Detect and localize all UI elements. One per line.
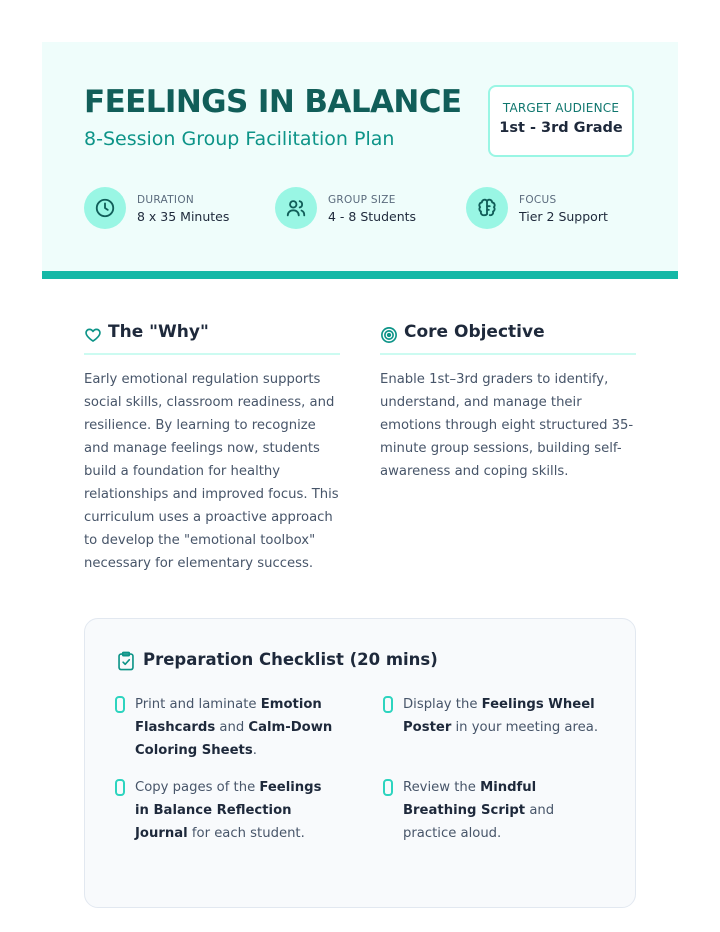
checklist-item-text: Display the Feelings Wheel Poster in your meeting area. [403, 697, 599, 735]
stat-label: GROUP SIZE [328, 194, 396, 206]
checkbox[interactable] [383, 696, 393, 713]
target-audience-label: TARGET AUDIENCE [502, 101, 620, 115]
brain-icon [466, 187, 508, 229]
page-title: FEELINGS IN BALANCE [84, 84, 462, 120]
why-section-body: Early emotional regulation supports social skills, classroom readiness, and resilience. By learning to recognize and manage feelings now, students build a foundation for healthy relationships and improved focus. This curriculum uses a proactive approach to develop the "emotional toolbox" necessary for elementary success. [84, 372, 339, 571]
page-subtitle: 8-Session Group Facilitation Plan [84, 128, 395, 150]
checklist-item-text: Copy pages of the Feelings in Balance Reflection Journal for each student. [135, 780, 322, 841]
target-audience-card [488, 85, 634, 157]
users-icon [275, 187, 317, 229]
section-divider [380, 353, 636, 355]
target-icon [380, 326, 398, 344]
clock-icon [84, 187, 126, 229]
checklist-item-text: Review the Mindful Breathing Script and practice aloud. [403, 780, 555, 841]
section-divider [84, 353, 340, 355]
checkbox[interactable] [115, 696, 125, 713]
checklist-title: Preparation Checklist (20 mins) [143, 650, 438, 669]
objective-section-body: Enable 1st–3rd graders to identify, understand, and manage their emotions through eight structured 35-minute group sessions, building self-awareness and coping skills. [380, 372, 634, 479]
stat-value: 4 - 8 Students [328, 209, 417, 224]
clipboard-check-icon [117, 651, 135, 671]
heart-icon [84, 326, 102, 344]
why-section-title: The "Why" [108, 322, 209, 342]
target-audience-value: 1st - 3rd Grade [499, 120, 623, 136]
checklist-item-text: Print and laminate Emotion Flashcards and Calm-Down Coloring Sheets. [135, 697, 333, 758]
header-panel [42, 42, 678, 272]
preparation-checklist [84, 618, 636, 908]
stat-label: DURATION [137, 194, 195, 206]
stat-label: FOCUS [519, 194, 557, 206]
header-accent-bar [42, 271, 678, 279]
checkbox[interactable] [383, 779, 393, 796]
stat-value: 8 x 35 Minutes [137, 209, 230, 224]
objective-section-header [380, 320, 636, 354]
why-section-header [84, 320, 340, 354]
checkbox[interactable] [115, 779, 125, 796]
stat-value: Tier 2 Support [519, 209, 608, 224]
objective-section-title: Core Objective [404, 322, 545, 342]
